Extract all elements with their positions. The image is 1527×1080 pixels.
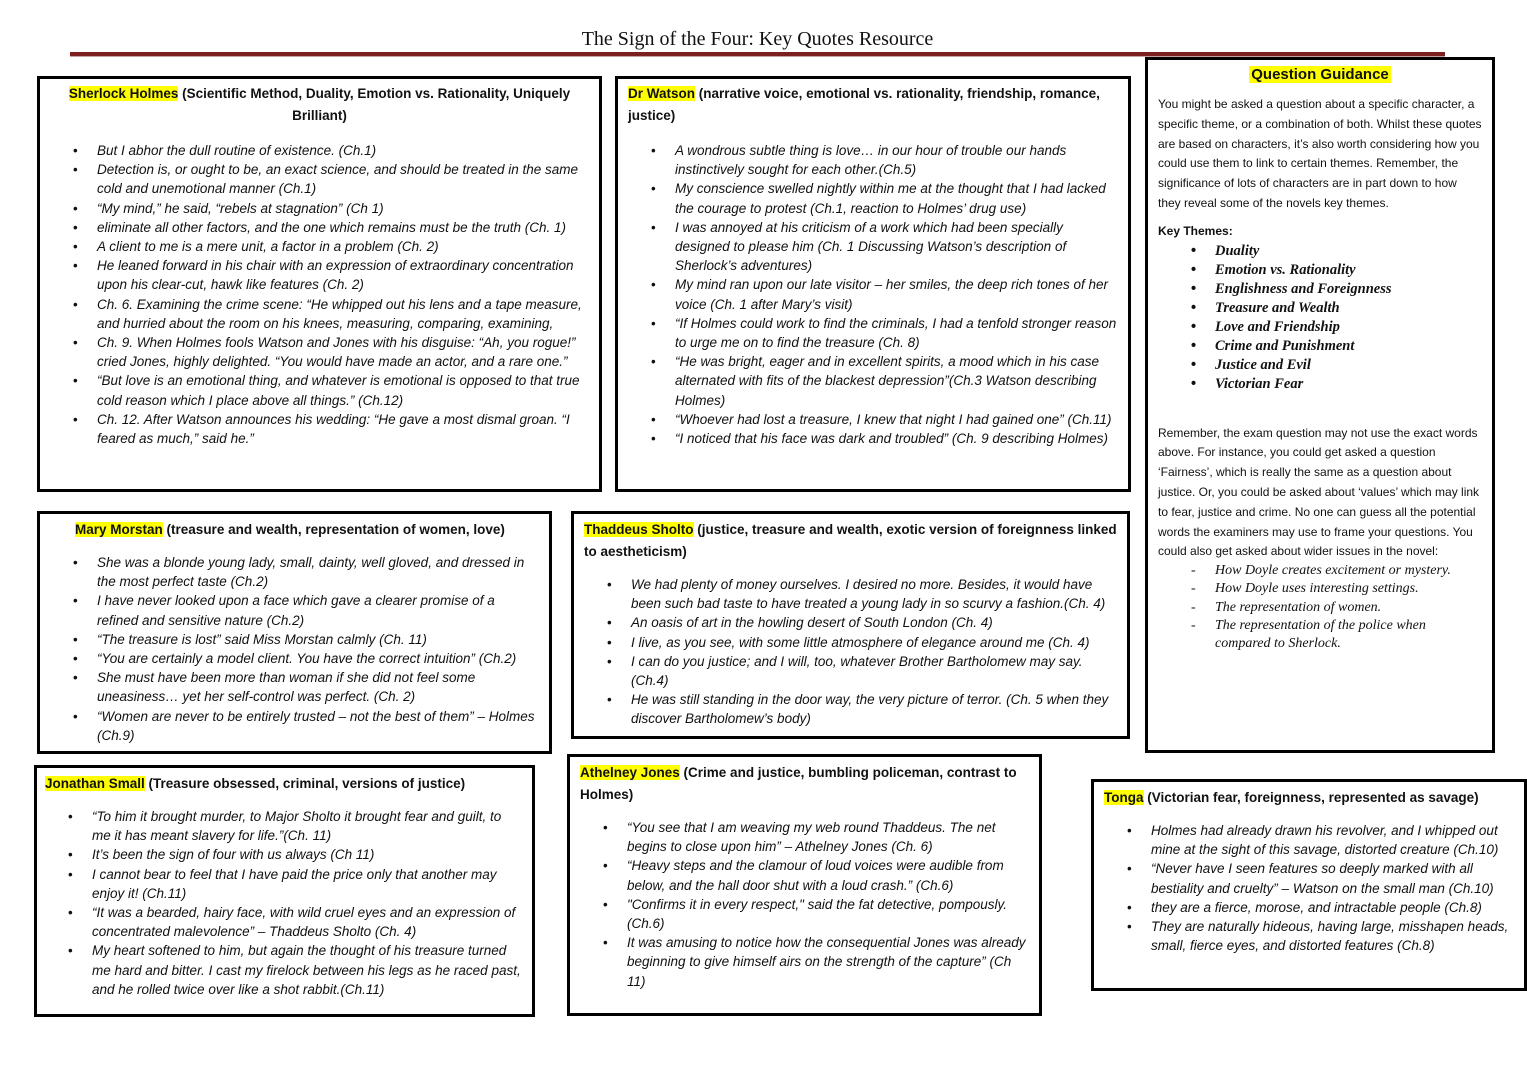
quote-item: • I cannot bear to feel that I have paid the price only that another may enjoy it! (Ch.11): [92, 865, 522, 903]
thaddeus-heading: [574, 514, 1127, 563]
watson-box: [615, 76, 1131, 492]
quote-item: • they are a fierce, morose, and intractable people (Ch.8): [1151, 898, 1514, 917]
quote-item: • We had plenty of money ourselves. I desired no more. Besides, it would have been such bad taste to have treated a young lady in so scurvy a fashion.(Ch. 4): [631, 575, 1117, 613]
mary-box: [37, 511, 552, 754]
quote-item: • My conscience swelled nightly within me at the thought that I had lacked the courage to protest (Ch.1, reaction to Holmes’ drug use): [675, 179, 1118, 217]
mary-heading: [40, 514, 549, 541]
mary-themes: (treasure and wealth, representation of women, love): [166, 522, 505, 537]
holmes-box: [37, 76, 602, 492]
tonga-name: Tonga: [1104, 790, 1144, 805]
jones-themes: (Crime and justice, bumbling policeman, contrast to Holmes): [580, 765, 1017, 802]
holmes-quotes: [40, 141, 599, 448]
quote-item: • I live, as you see, with some little atmosphere of elegance around me (Ch. 4): [631, 633, 1117, 652]
small-heading: [37, 768, 532, 795]
tonga-themes: (Victorian fear, foreignness, represented as savage): [1147, 790, 1479, 805]
quote-item: • “Women are never to be entirely trusted – not the best of them” – Holmes (Ch.9): [97, 707, 539, 745]
issue-item: - The representation of the police when compared to Sherlock.: [1215, 617, 1482, 653]
quote-item: • An oasis of art in the howling desert of South London (Ch. 4): [631, 613, 1117, 632]
thaddeus-quotes: [574, 575, 1127, 729]
quote-item: • She was a blonde young lady, small, dainty, well gloved, and dressed in the most perfect taste (Ch.2): [97, 553, 539, 591]
quote-item: • “You see that I am weaving my web round Thaddeus. The net begins to close upon him” – Athelney Jones (Ch. 6): [627, 818, 1029, 856]
holmes-heading: [40, 79, 599, 127]
guidance-remember: Remember, the exam question may not use the exact words above. For instance, you could get asked a question ‘Fairness’, which is really the same as a question about justice. Or, you could be asked about ‘values’ which may link to fear, justice and crime. No one can guess all the potential words the examiners may use to frame your questions. You could also get asked about wider issues in the novel:: [1158, 425, 1480, 559]
quote-item: • She must have been more than woman if she did not feel some uneasiness… yet her self-control was perfect. (Ch. 2): [97, 668, 539, 706]
quote-item: • “My mind,” he said, “rebels at stagnation” (Ch 1): [97, 199, 589, 218]
quote-item: • My heart softened to him, but again the thought of his treasure turned me hard and bitter. I cast my firelock between his legs as he raced past, and he rolled twice over like a shot rabbit.(Ch.11): [92, 941, 522, 999]
quote-item: • “If Holmes could work to find the criminals, I had a tenfold stronger reason to urge me on to find the treasure (Ch. 8): [675, 314, 1118, 352]
theme-item: • Duality: [1215, 242, 1482, 261]
quote-item: • Ch. 9. When Holmes fools Watson and Jones with his disguise: “Ah, you rogue!” cried Jones, highly delighted. “You would have made an actor, and a rare one.”: [97, 333, 589, 371]
quote-item: • “The treasure is lost” said Miss Morstan calmly (Ch. 11): [97, 630, 539, 649]
quote-item: • “Heavy steps and the clamour of loud voices were audible from below, and the hall door shut with a loud crash.” (Ch.6): [627, 856, 1029, 894]
quote-item: • He was still standing in the door way, the very picture of terror. (Ch. 5 when they discover Bartholomew’s body): [631, 690, 1117, 728]
watson-themes: (narrative voice, emotional vs. rationality, friendship, romance, justice): [628, 86, 1100, 123]
theme-item: • Love and Friendship: [1215, 318, 1482, 337]
quote-item: • “But love is an emotional thing, and whatever is emotional is opposed to that true cold reason which I place above all things.” (Ch.12): [97, 371, 589, 409]
theme-item: • Englishness and Foreignness: [1215, 280, 1482, 299]
quote-item: • A client to me is a mere unit, a factor in a problem (Ch. 2): [97, 237, 589, 256]
page-title: The Sign of the Four: Key Quotes Resource: [581, 28, 934, 50]
theme-item: • Treasure and Wealth: [1215, 299, 1482, 318]
question-guidance-box: [1145, 57, 1495, 753]
theme-item: • Emotion vs. Rationality: [1215, 261, 1482, 280]
quote-item: • A wondrous subtle thing is love… in our hour of trouble our hands instinctively sought for each other.(Ch.5): [675, 141, 1118, 179]
key-themes-list: [1158, 242, 1482, 394]
mary-quotes: [40, 553, 549, 745]
quote-item: • “It was a bearded, hairy face, with wild cruel eyes and an expression of concentrated malevolence” – Thaddeus Sholto (Ch. 4): [92, 903, 522, 941]
quote-item: • eliminate all other factors, and the one which remains must be the truth (Ch. 1): [97, 218, 589, 237]
theme-item: • Crime and Punishment: [1215, 337, 1482, 356]
small-box: [34, 765, 535, 1017]
tonga-heading: [1094, 782, 1524, 809]
quote-item: • Ch. 12. After Watson announces his wedding: “He gave a most dismal groan. “I feared as much,” said he.”: [97, 410, 589, 448]
quote-item: • “Never have I seen features so deeply marked with all bestiality and cruelty” – Watson on the small man (Ch.10): [1151, 859, 1514, 897]
quote-item: • It’s been the sign of four with us always (Ch 11): [92, 845, 522, 864]
issue-item: - The representation of women.: [1215, 599, 1482, 617]
thaddeus-themes: (justice, treasure and wealth, exotic version of foreignness linked to aestheticism): [584, 522, 1117, 559]
quote-item: • "Confirms it in every respect," said the fat detective, pompously. (Ch.6): [627, 895, 1029, 933]
watson-heading: [618, 79, 1128, 127]
thaddeus-box: [571, 511, 1130, 739]
quote-item: • But I abhor the dull routine of existence. (Ch.1): [97, 141, 589, 160]
quote-item: • He leaned forward in his chair with an expression of extraordinary concentration upon his clear-cut, hawk like features (Ch. 2): [97, 256, 589, 294]
holmes-themes: (Scientific Method, Duality, Emotion vs. Rationality, Uniquely Brilliant): [182, 86, 571, 123]
issue-item: - How Doyle creates excitement or mystery.: [1215, 562, 1482, 580]
holmes-name: Sherlock Holmes: [68, 86, 179, 101]
tonga-quotes: [1094, 821, 1524, 955]
quote-item: • “You are certainly a model client. You have the correct intuition” (Ch.2): [97, 649, 539, 668]
quote-item: • Holmes had already drawn his revolver, and I whipped out mine at the sight of this savage, distorted creature (Ch.10): [1151, 821, 1514, 859]
quote-item: • “Whoever had lost a treasure, I knew that night I had gained one” (Ch.11): [675, 410, 1118, 429]
quote-item: • It was amusing to notice how the consequential Jones was already beginning to give himself airs on the strength of the capture” (Ch 11): [627, 933, 1029, 991]
watson-quotes: [618, 141, 1128, 448]
mary-name: Mary Morstan: [75, 522, 163, 537]
quote-item: • “To him it brought murder, to Major Sholto it brought fear and guilt, to me it has meant slavery for life.”(Ch. 11): [92, 807, 522, 845]
key-themes-label: Key Themes:: [1158, 223, 1233, 238]
wider-issues-list: [1158, 562, 1482, 653]
watson-name: Dr Watson: [628, 86, 695, 101]
quote-item: • I have never looked upon a face which gave a clearer promise of a refined and sensitive nature (Ch.2): [97, 591, 539, 629]
quote-item: • Detection is, or ought to be, an exact science, and should be treated in the same cold and unemotional manner (Ch.1): [97, 160, 589, 198]
jones-heading: [570, 757, 1039, 806]
small-themes: (Treasure obsessed, criminal, versions of justice): [148, 776, 466, 791]
small-name: Jonathan Small: [45, 776, 145, 791]
guidance-title: Question Guidance: [1251, 66, 1389, 83]
quote-item: • “He was bright, eager and in excellent spirits, a mood which in his case alternated with fits of the blackest depression”(Ch.3 Watson describing Holmes): [675, 352, 1118, 410]
tonga-box: [1091, 779, 1527, 991]
quote-item: • “I noticed that his face was dark and troubled” (Ch. 9 describing Holmes): [675, 429, 1118, 448]
quote-item: • They are naturally hideous, having large, misshapen heads, small, fierce eyes, and distorted features (Ch.8): [1151, 917, 1514, 955]
guidance-intro: You might be asked a question about a specific character, a specific theme, or a combination of both. Whilst these quotes are based on characters, it’s also worth considering how you could use them to link to certain themes. Remember, the significance of lots of characters are in part down to how they reveal some of the novels key themes.: [1158, 97, 1482, 210]
small-quotes: [37, 807, 532, 999]
jones-name: Athelney Jones: [580, 765, 680, 780]
thaddeus-name: Thaddeus Sholto: [584, 522, 694, 537]
jones-quotes: [570, 818, 1039, 991]
theme-item: • Victorian Fear: [1215, 375, 1482, 394]
quote-item: • I can do you justice; and I will, too, whatever Brother Bartholomew may say. (Ch.4): [631, 652, 1117, 690]
jones-box: [567, 754, 1042, 1016]
quote-item: • I was annoyed at his criticism of a work which had been specially designed to please him (Ch. 1 Discussing Watson’s description of Sherlock’s adventures): [675, 218, 1118, 276]
issue-item: - How Doyle uses interesting settings.: [1215, 580, 1482, 598]
theme-item: • Justice and Evil: [1215, 356, 1482, 375]
quote-item: • My mind ran upon our late visitor – her smiles, the deep rich tones of her voice (Ch. 1 after Mary’s visit): [675, 275, 1118, 313]
quote-item: • Ch. 6. Examining the crime scene: “He whipped out his lens and a tape measure, and hurried about the room on his knees, measuring, comparing, examining,: [97, 295, 589, 333]
